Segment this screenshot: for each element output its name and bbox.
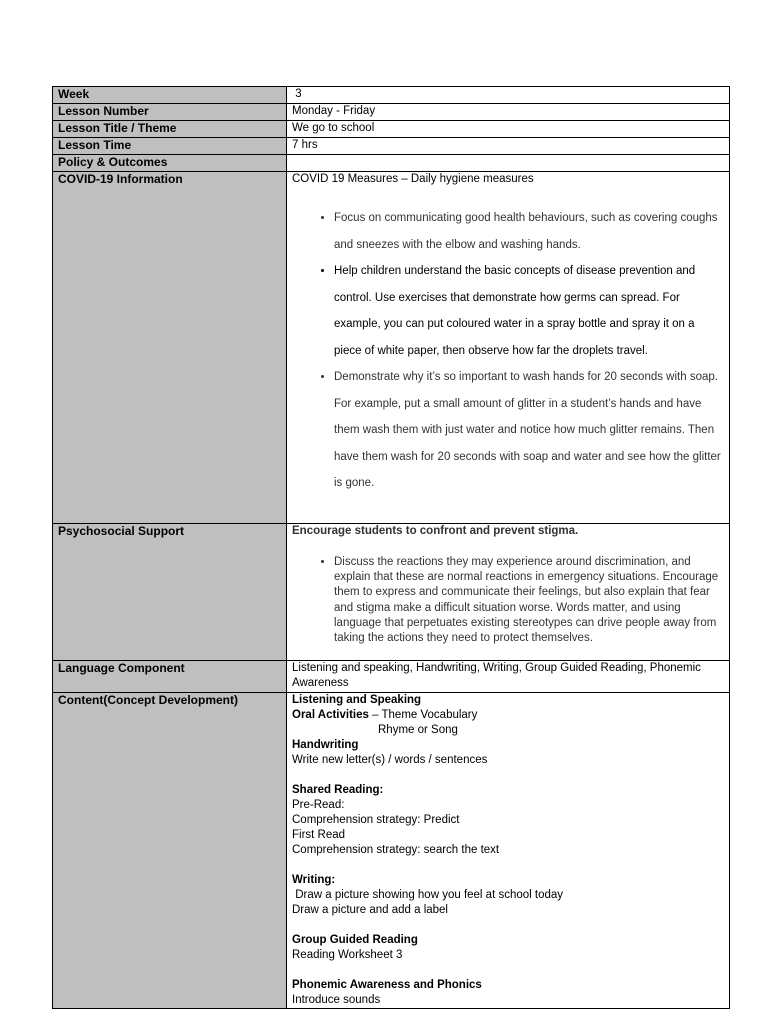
group-reading-heading: Group Guided Reading: [292, 934, 418, 946]
covid-bullet: • Help children understand the basic concepts of disease prevention and control. Use exercises that demonstrate how germs can spread. For example, you can put coloured water in a spray bottle and spray it on a piece of white paper, then observe how far the droplets travel.: [334, 258, 724, 364]
covid-bullet: • Focus on communicating good health behaviours, such as covering coughs and sneezes with the elbow and washing hands.: [334, 205, 724, 258]
covid-heading: COVID 19 Measures – Daily hygiene measures: [292, 173, 534, 185]
row-covid: [53, 172, 730, 524]
writing-line: Draw a picture showing how you feel at school today: [292, 889, 564, 901]
lesson-time-label: Lesson Time: [53, 138, 287, 155]
phonemic-heading: Phonemic Awareness and Phonics: [292, 979, 482, 991]
row-lesson-title: [53, 121, 730, 138]
covid-cell: [287, 172, 730, 524]
row-week: [53, 87, 730, 104]
row-lesson-time: [53, 138, 730, 155]
phonemic-line: Introduce sounds: [292, 994, 381, 1006]
writing-heading: Writing:: [292, 874, 336, 886]
lesson-title-value: We go to school: [287, 121, 730, 138]
shared-reading-heading: Shared Reading:: [292, 784, 384, 796]
week-label: Week: [53, 87, 287, 104]
language-value: Listening and speaking, Handwriting, Writing, Group Guided Reading, Phonemic Awareness: [287, 661, 730, 693]
lesson-plan-table: [52, 86, 730, 1009]
language-label: Language Component: [53, 661, 287, 693]
row-language: [53, 661, 730, 693]
psychosocial-bullet-list: [292, 555, 724, 646]
row-content: [53, 693, 730, 1009]
covid-bullet: • Demonstrate why it’s so important to wash hands for 20 seconds with soap. For example, put a small amount of glitter in a student’s hands and have them wash them with just water and notice how much glitter remains. Then have them wash for 20 seconds with soap and water and see how the glitter is gone.: [334, 364, 724, 497]
row-policy: [53, 155, 730, 172]
handwriting-heading: Handwriting: [292, 739, 359, 751]
policy-value: [287, 155, 730, 172]
content-cell: [287, 693, 730, 1009]
covid-bullet-list: [292, 205, 724, 497]
shared-reading-line: Comprehension strategy: Predict: [292, 814, 460, 826]
shared-reading-line: Pre-Read:: [292, 799, 345, 811]
lesson-time-value: 7 hrs: [287, 138, 730, 155]
lesson-number-value: Monday - Friday: [287, 104, 730, 121]
handwriting-line: Write new letter(s) / words / sentences: [292, 754, 488, 766]
oral-activities-line: [292, 708, 724, 723]
psychosocial-cell: [287, 524, 730, 661]
group-reading-line: Reading Worksheet 3: [292, 949, 403, 961]
lesson-number-label: Lesson Number: [53, 104, 287, 121]
psychosocial-label: Psychosocial Support: [53, 524, 287, 661]
row-psychosocial: [53, 524, 730, 661]
lesson-title-label: Lesson Title / Theme: [53, 121, 287, 138]
listening-heading: Listening and Speaking: [292, 694, 422, 706]
oral-activities-value: – Theme Vocabulary: [368, 709, 478, 721]
writing-line: Draw a picture and add a label: [292, 904, 448, 916]
covid-label: COVID-19 Information: [53, 172, 287, 524]
oral-activities-label: Oral Activities: [292, 709, 369, 721]
rhyme-line: Rhyme or Song: [378, 724, 458, 736]
psychosocial-heading: Encourage students to confront and prevent stigma.: [292, 525, 579, 537]
policy-label: Policy & Outcomes: [53, 155, 287, 172]
content-label: Content(Concept Development): [53, 693, 287, 1009]
psychosocial-bullet: • Discuss the reactions they may experience around discrimination, and explain that these are normal reactions in emergency situations. Encourage them to express and communicate their feelings, but also explain that fear and stigma make a difficult situation worse. Words matter, and using language that perpetuates existing stereotypes can drive people away from taking the actions they need to protect themselves.: [334, 555, 724, 646]
shared-reading-line: Comprehension strategy: search the text: [292, 844, 500, 856]
shared-reading-line: First Read: [292, 829, 346, 841]
week-value: 3: [287, 87, 730, 104]
row-lesson-number: [53, 104, 730, 121]
